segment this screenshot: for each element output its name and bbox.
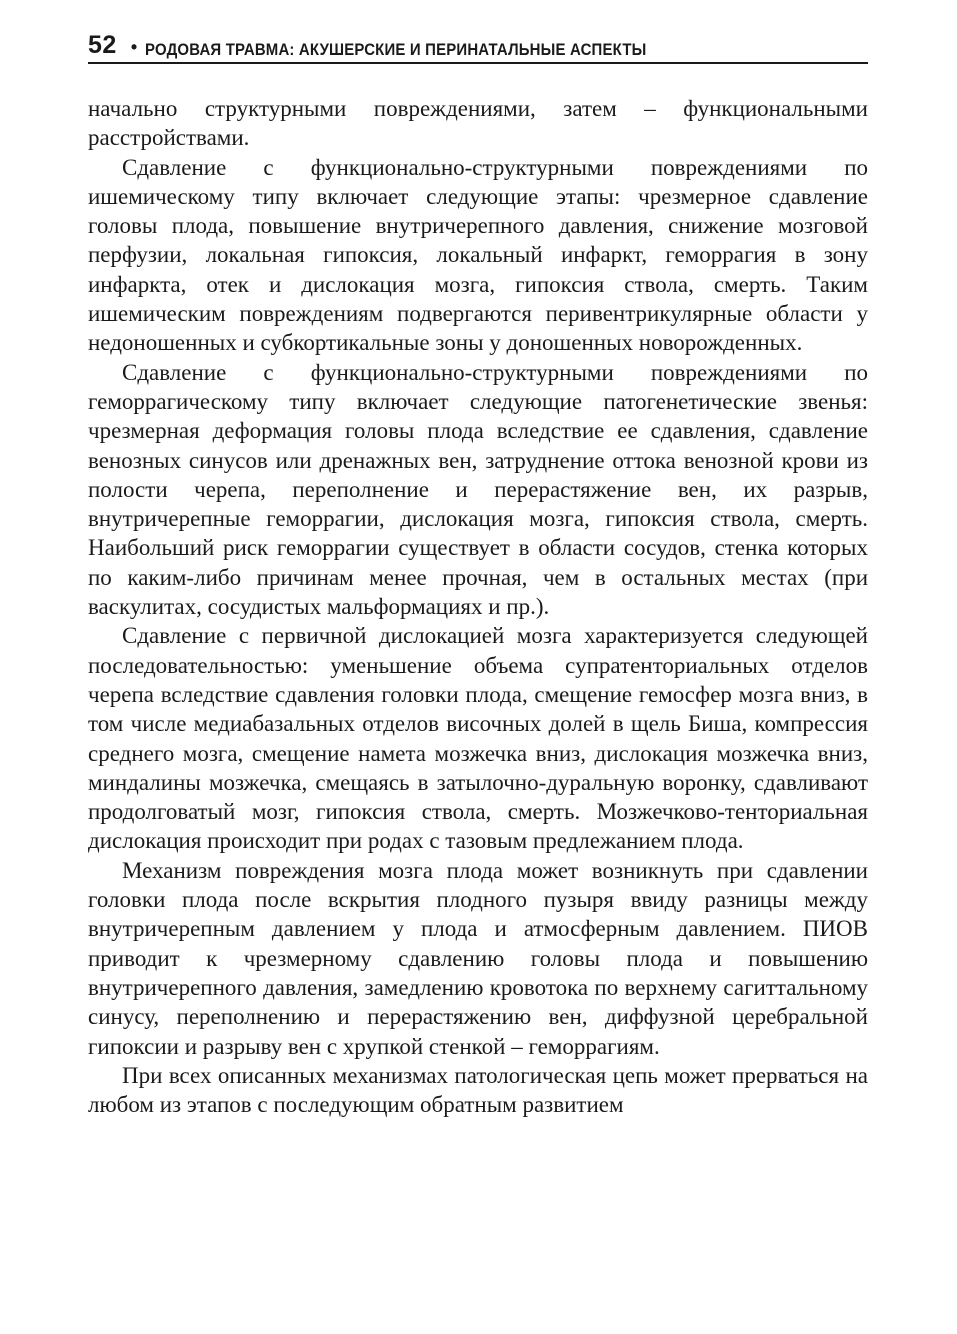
paragraph-continued: начально структурными повреждениями, затем – функциональными расстройствами. [88, 96, 868, 151]
header-bullet-icon: • [130, 37, 138, 57]
paragraph: При всех описанных механизмах патологическая цепь может прерваться на любом из этапов с последующим обратным развитием [88, 1062, 868, 1118]
body-text [88, 94, 868, 1119]
page-number: 52 [88, 31, 117, 59]
header-title: РОДОВАЯ ТРАВМА: АКУШЕРСКИЕ И ПЕРИНАТАЛЬНЫЕ АСПЕКТЫ [145, 40, 647, 59]
paragraph: Сдавление с функционально-структурными повреждениями по ишемическому типу включает следующие этапы: чрезмерное сдавление головы плода, повышение внутричерепного давления, снижение мозговой перфузии, локальная гипоксия, локальный инфаркт, геморрагия в зону инфаркта, отек и дислокация мозга, гипоксия ствола, смерть. Таким ишемическим повреждениям подвергаются перивентрикулярные области у недоношенных и субкортикальные зоны у доношенных новорожденных. [88, 154, 868, 356]
paragraph: Механизм повреждения мозга плода может возникнуть при сдавлении головки плода после вскрытия плодного пузыря ввиду разницы между внутричерепным давлением у плода и атмосферным давлением. ПИОВ приводит к чрезмерному сдавлению головы плода и повышению внутричерепного давления, замедлению кровотока по верхнему сагиттальному синусу, переполнению и перерастяжению вен, диффузной церебральной гипоксии и разрыву вен с хрупкой стенкой – геморрагиям. [88, 857, 868, 1059]
running-header [88, 30, 868, 64]
paragraph: Сдавление с функционально-структурными повреждениями по геморрагическому типу включает следующие патогенетические звенья: чрезмерная деформация головы плода вследствие ее сдавления, сдавление венозных синусов или дренажных вен, затруднение оттока венозной крови из полости черепа, переполнение и перерастяжение вен, их разрыв, внутричерепные геморрагии, дислокация мозга, гипоксия ствола, смерть. Наибольший риск геморрагии существует в области сосудов, стенка которых по каким-либо причинам менее прочная, чем в остальных местах (при васкулитах, сосудистых мальформациях и пр.). [88, 359, 868, 620]
paragraph: Сдавление с первичной дислокацией мозга характеризуется следующей последовательностью: уменьшение объема супратенториальных отделов черепа вследствие сдавления головки плода, смещение гемосфер мозга вниз, в том числе медиабазальных отделов височных долей в щель Биша, компрессия среднего мозга, смещение намета мозжечка вниз, дислокация мозжечка вниз, миндалины мозжечка, смещаясь в затылочно-дуральную воронку, сдавливают продолговатый мозг, гипоксия ствола, смерть. Мозжечково-тенториальная дислокация происходит при родах с тазовым предлежанием плода. [88, 623, 868, 854]
